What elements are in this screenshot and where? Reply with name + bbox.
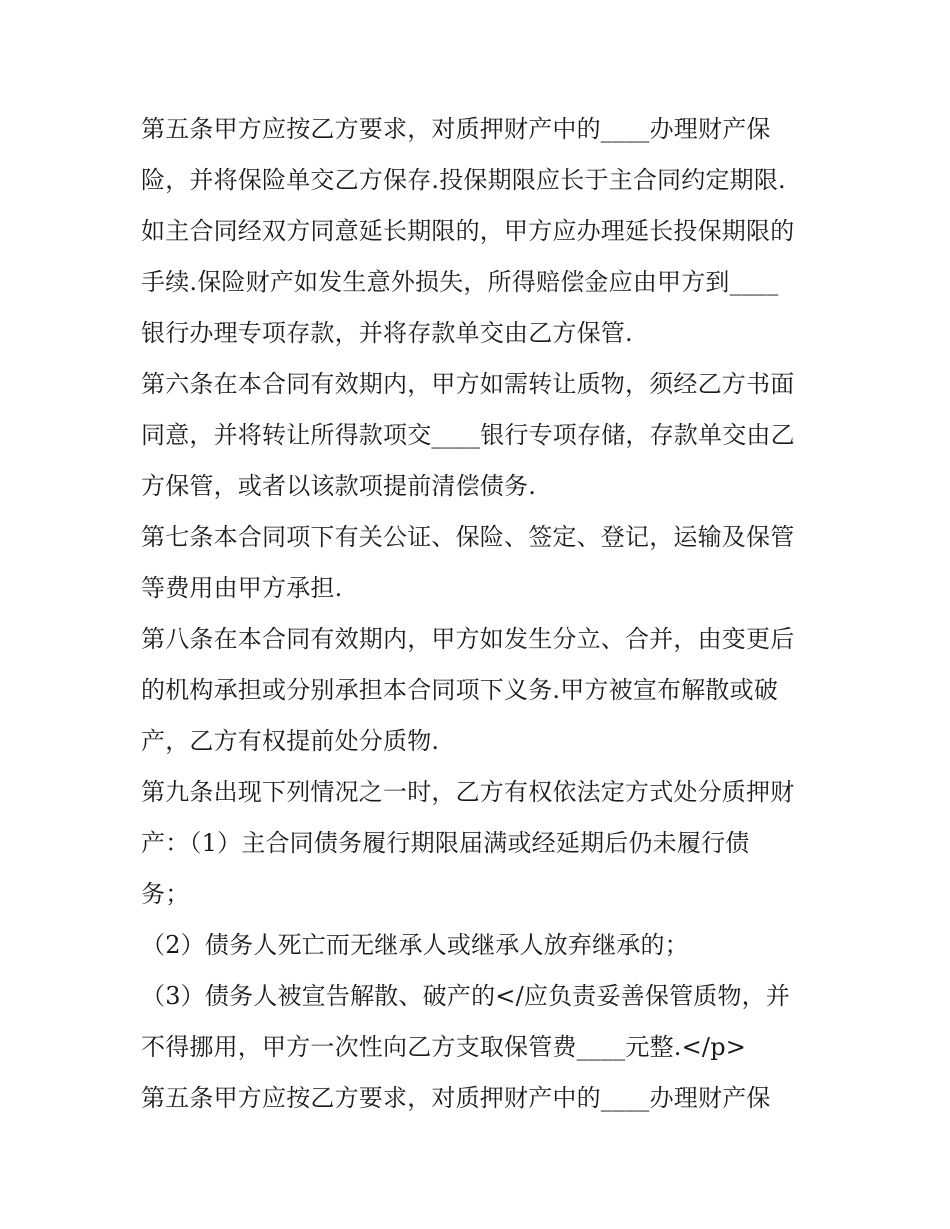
text-line: 产，乙方有权提前处分质物. [141,727,440,755]
text-line: 第五条甲方应按乙方要求，对质押财产中的____办理财产保 [141,1084,771,1112]
text-line: （2）债务人死亡而无继承人或继承人放弃继承的； [141,931,689,959]
text-line: 产：（1）主合同债务履行期限届满或经延期后仍未履行债 [141,829,750,857]
text-line: 第六条在本合同有效期内，甲方如需转让质物，须经乙方书面 [141,370,795,398]
text-line: 务； [141,880,190,908]
text-line: 如主合同经双方同意延长期限的，甲方应办理延长投保期限的 [141,217,795,245]
text-line: 险，并将保险单交乙方保存.投保期限应长于主合同约定期限. [141,166,786,194]
text-line: 同意，并将转让所得款项交____银行专项存储，存款单交由乙 [141,421,795,449]
text-line: 手续.保险财产如发生意外损失，所得赔偿金应由甲方到____ [141,268,779,296]
text-line: （3）债务人被宣告解散、破产的</应负责妥善保管质物，并 [141,982,791,1010]
text-line: 银行办理专项存款，并将存款单交由乙方保管. [141,319,633,347]
text-line: 等费用由甲方承担. [141,574,343,602]
text-line: 第九条出现下列情况之一时，乙方有权依法定方式处分质押财 [141,778,795,806]
text-line: 不得挪用，甲方一次性向乙方支取保管费____元整.</p> [141,1033,747,1061]
text-line: 第七条本合同项下有关公证、保险、签定、登记，运输及保管 [141,523,795,551]
text-line: 第五条甲方应按乙方要求，对质押财产中的____办理财产保 [141,115,771,143]
text-line: 的机构承担或分别承担本合同项下义务.甲方被宣布解散或破 [141,676,779,704]
text-line: 方保管，或者以该款项提前清偿债务. [141,472,537,500]
text-line: 第八条在本合同有效期内，甲方如发生分立、合并，由变更后 [141,625,795,653]
